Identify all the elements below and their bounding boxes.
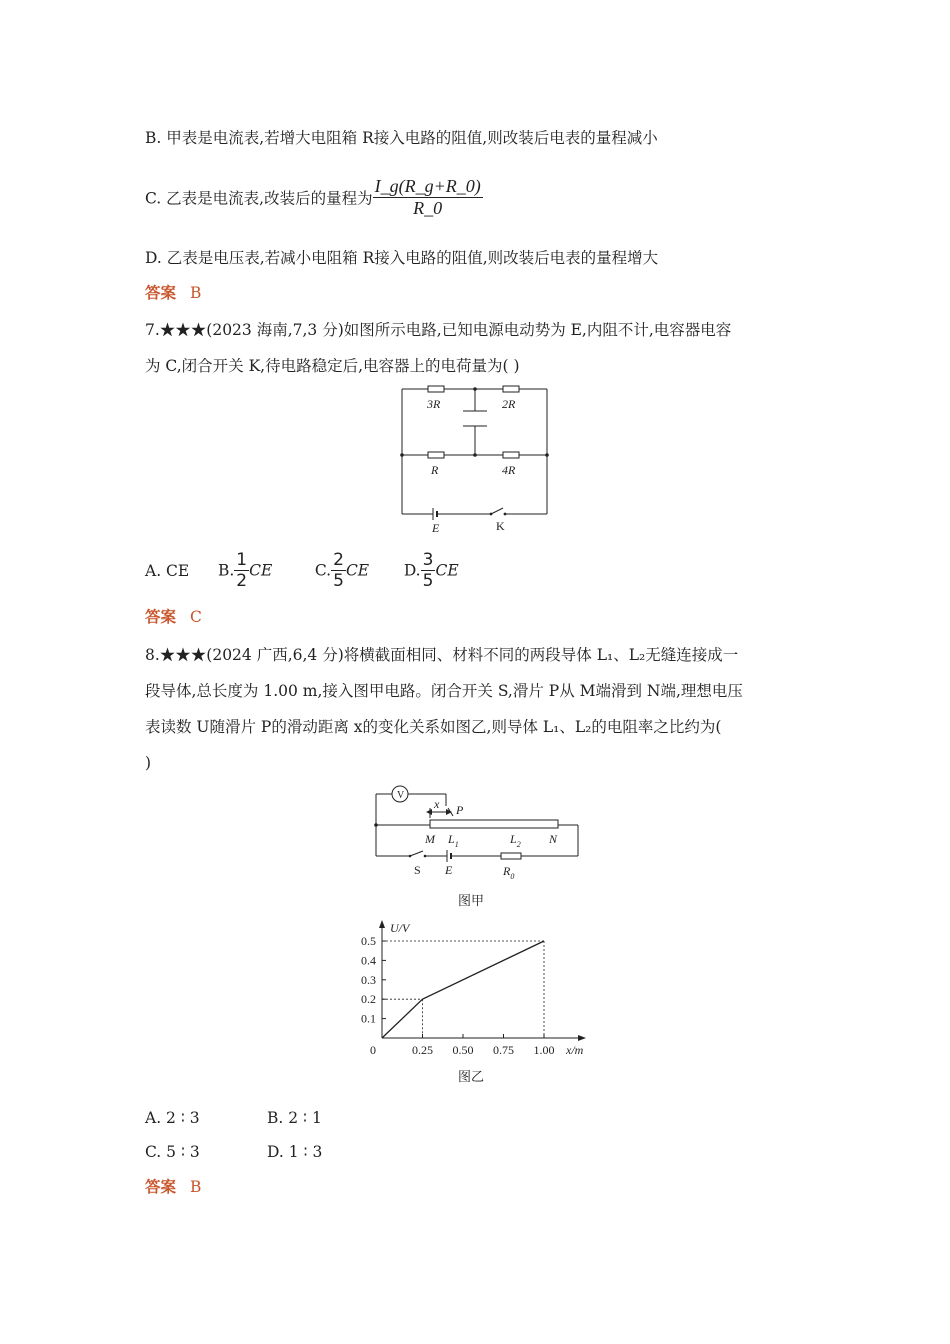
origin-label: 0 — [370, 1043, 376, 1057]
y-axis-label: U/V — [390, 921, 410, 935]
q7-option-b: B. $\frac{1}{2}$ CE — [217, 550, 273, 591]
option-c-fraction — [373, 176, 483, 219]
y-tick-label: 0.2 — [361, 992, 376, 1007]
label-k: K — [496, 519, 505, 533]
switch-k — [491, 508, 503, 514]
q8-circuit-diagram — [368, 782, 598, 882]
q7-option-a: A. CE — [145, 561, 190, 580]
q8-option-b: B. 2 ∶ 1 — [267, 1109, 322, 1127]
switch-s — [410, 851, 423, 856]
x-tick-label: 1.00 — [533, 1043, 555, 1057]
resistor-r — [428, 452, 444, 458]
answer-8 — [145, 1177, 201, 1197]
label-p: P — [456, 803, 464, 817]
label-x: x — [434, 797, 440, 811]
q8-line2: 段导体,总长度为 1.00 m,接入图甲电路。闭合开关 S,滑片 P从 M端滑到 N端,理想电压 — [145, 682, 743, 700]
q8-options-row2 — [145, 1142, 322, 1162]
q8-option-d: D. 1 ∶ 3 — [267, 1143, 323, 1161]
y-tick-label: 0.5 — [361, 934, 376, 948]
q8-option-c: C. 5 ∶ 3 — [145, 1143, 200, 1161]
answer-label: 答案 — [145, 284, 177, 302]
q8-line3: 表读数 U随滑片 P的滑动距离 x的变化关系如图乙,则导体 L₁、L₂的电阻率之比约为( — [145, 718, 722, 736]
answer-value: B — [190, 284, 202, 302]
x-tick-label: 0.50 — [452, 1043, 474, 1057]
q8-option-a: A. 2 ∶ 3 — [145, 1109, 200, 1127]
label-e: E — [445, 863, 453, 877]
resistor-4r — [503, 452, 519, 458]
label-3r: 3R — [427, 397, 441, 411]
label-l2: $L_2$ — [510, 832, 521, 849]
label-r: R — [431, 463, 439, 477]
x-tick-label: 0.25 — [412, 1043, 433, 1057]
q8-line4: ) — [145, 754, 152, 772]
y-tick-label: 0.4 — [361, 953, 376, 968]
y-axis-arrow — [379, 920, 385, 928]
answer-label: 答案 — [145, 1178, 177, 1196]
q7-options — [145, 550, 459, 591]
label-s: S — [414, 863, 421, 877]
conductor-l1-l2 — [430, 820, 558, 828]
label-l1: $L_1$ — [448, 832, 459, 849]
answer-value: C — [190, 608, 202, 626]
resistor-3r — [428, 386, 444, 392]
label-r0: $R_0$ — [503, 864, 515, 881]
x-axis-arrow — [578, 1035, 586, 1041]
answer-6 — [145, 283, 201, 303]
q7-option-c: C. $\frac{2}{5}$ CE — [314, 550, 370, 591]
resistor-r0 — [501, 853, 521, 859]
fig2-caption: 图乙 — [458, 1070, 485, 1085]
x-axis-label: x/m — [566, 1043, 584, 1057]
option-c — [145, 176, 483, 219]
q7-line1: 7.★★★(2023 海南,7,3 分)如图所示电路,已知电源电动势为 E,内阻不计,电容器电容 — [145, 321, 732, 339]
option-b-text: B. 甲表是电流表,若增大电阻箱 R接入电路的阻值,则改装后电表的量程减小 — [145, 129, 658, 147]
label-m: M — [425, 832, 435, 846]
u-x-chart — [340, 918, 600, 1062]
y-tick-label: 0.1 — [361, 1011, 376, 1026]
fig1-caption: 图甲 — [458, 894, 485, 909]
option-c-prefix: C. 乙表是电流表,改装后的量程为 — [145, 189, 373, 208]
option-c-numerator: I_g(R_g+R_0) — [374, 176, 481, 196]
y-tick-label: 0.3 — [361, 972, 376, 987]
label-2r: 2R — [502, 397, 516, 411]
resistor-2r — [503, 386, 519, 392]
label-n: N — [549, 832, 558, 846]
option-d-text: D. 乙表是电压表,若减小电阻箱 R接入电路的阻值,则改装后电表的量程增大 — [145, 249, 659, 267]
label-e: E — [432, 521, 440, 535]
series-line-u-x — [382, 941, 544, 1038]
x-tick-label: 0.75 — [493, 1043, 514, 1057]
answer-label: 答案 — [145, 608, 177, 626]
q7-line2: 为 C,闭合开关 K,待电路稳定后,电容器上的电荷量为( ) — [145, 357, 520, 375]
answer-value: B — [190, 1178, 202, 1196]
option-c-denominator: R_0 — [413, 198, 443, 218]
q8-options-row1 — [145, 1108, 322, 1128]
q8-line1: 8.★★★(2024 广西,6,4 分)将横截面相同、材料不同的两段导体 L₁、L₂无缝连接成一 — [145, 646, 739, 664]
q7-circuit-diagram — [395, 380, 555, 535]
voltmeter-label: V — [397, 790, 405, 801]
answer-7 — [145, 607, 202, 627]
q7-option-d: D. $\frac{3}{5}$ CE — [403, 550, 459, 591]
label-4r: 4R — [502, 463, 516, 477]
